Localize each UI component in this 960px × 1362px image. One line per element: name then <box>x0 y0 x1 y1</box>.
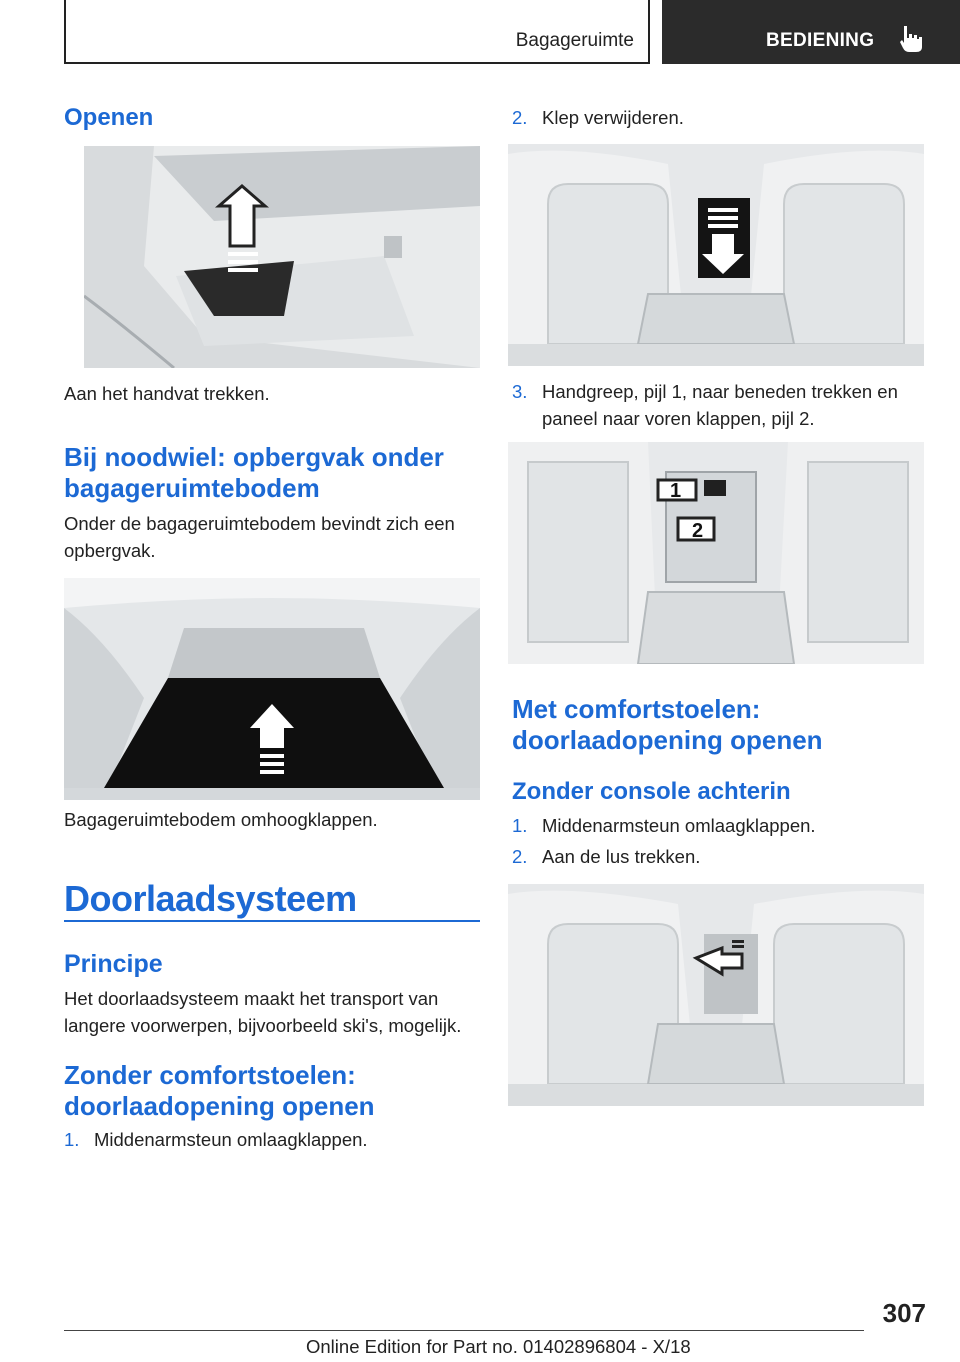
step-text: Klep verwijderen. <box>542 107 684 128</box>
footer-edition: Online Edition for Part no. 01402896804 - X/18 <box>306 1336 691 1357</box>
figure-pull-loop <box>508 884 924 1106</box>
heading-principe: Principe <box>64 950 163 978</box>
step-text: Middenarmsteun omlaagklappen. <box>542 815 816 836</box>
figure-trunk-handle <box>84 146 480 368</box>
figure-handle-panel <box>508 442 924 664</box>
step-text: Middenarmsteun omlaagklappen. <box>94 1129 368 1150</box>
heading-openen: Openen <box>64 104 154 131</box>
heading-zonder-console: Zonder console achterin <box>512 778 791 805</box>
figure-label-1: 1 <box>670 480 682 502</box>
caption-openen: Aan het handvat trekken. <box>64 383 270 404</box>
step-text: Aan de lus trekken. <box>542 846 701 867</box>
paragraph-principe: Het doorlaadsysteem maakt het transport van langere voorwerpen, bijvoorbeeld ski's, mogelijk. <box>64 988 462 1036</box>
figure-remove-flap <box>508 144 924 366</box>
step-text: Handgreep, pijl 1, naar beneden trekken en paneel naar voren klappen, pijl 2. <box>542 381 898 429</box>
heading-met-comfortstoelen: Met comfortstoelen: doorlaadopening openen <box>512 694 823 755</box>
step-number: 1. <box>64 1129 80 1150</box>
step-number: 1. <box>512 815 528 836</box>
caption-bodem: Bagageruimtebodem omhoogklappen. <box>64 809 378 830</box>
step-number: 2. <box>512 107 528 128</box>
heading-rule <box>64 920 480 922</box>
heading-zonder-comfortstoelen: Zonder comfortstoelen: doorlaadopening openen <box>64 1060 375 1121</box>
pointing-hand-icon <box>898 24 926 54</box>
step-number: 3. <box>512 381 528 402</box>
header-chapter-title: BEDIENING <box>766 30 875 51</box>
header-section-box <box>64 0 650 64</box>
figure-trunk-floor <box>64 578 480 800</box>
header-chapter-tab <box>662 0 960 64</box>
header-section-title: Bagageruimte <box>515 30 634 51</box>
step-number: 2. <box>512 846 528 867</box>
footer-rule <box>64 1330 864 1331</box>
page-number: 307 <box>882 1298 926 1328</box>
figure-label-2: 2 <box>692 520 704 542</box>
heading-noodwiel: Bij noodwiel: opbergvak onder bagageruimtebodem <box>64 442 444 503</box>
heading-doorlaadsysteem: Doorlaadsysteem <box>64 878 357 919</box>
paragraph-noodwiel: Onder de bagageruimtebodem bevindt zich een opbergvak. <box>64 513 455 561</box>
